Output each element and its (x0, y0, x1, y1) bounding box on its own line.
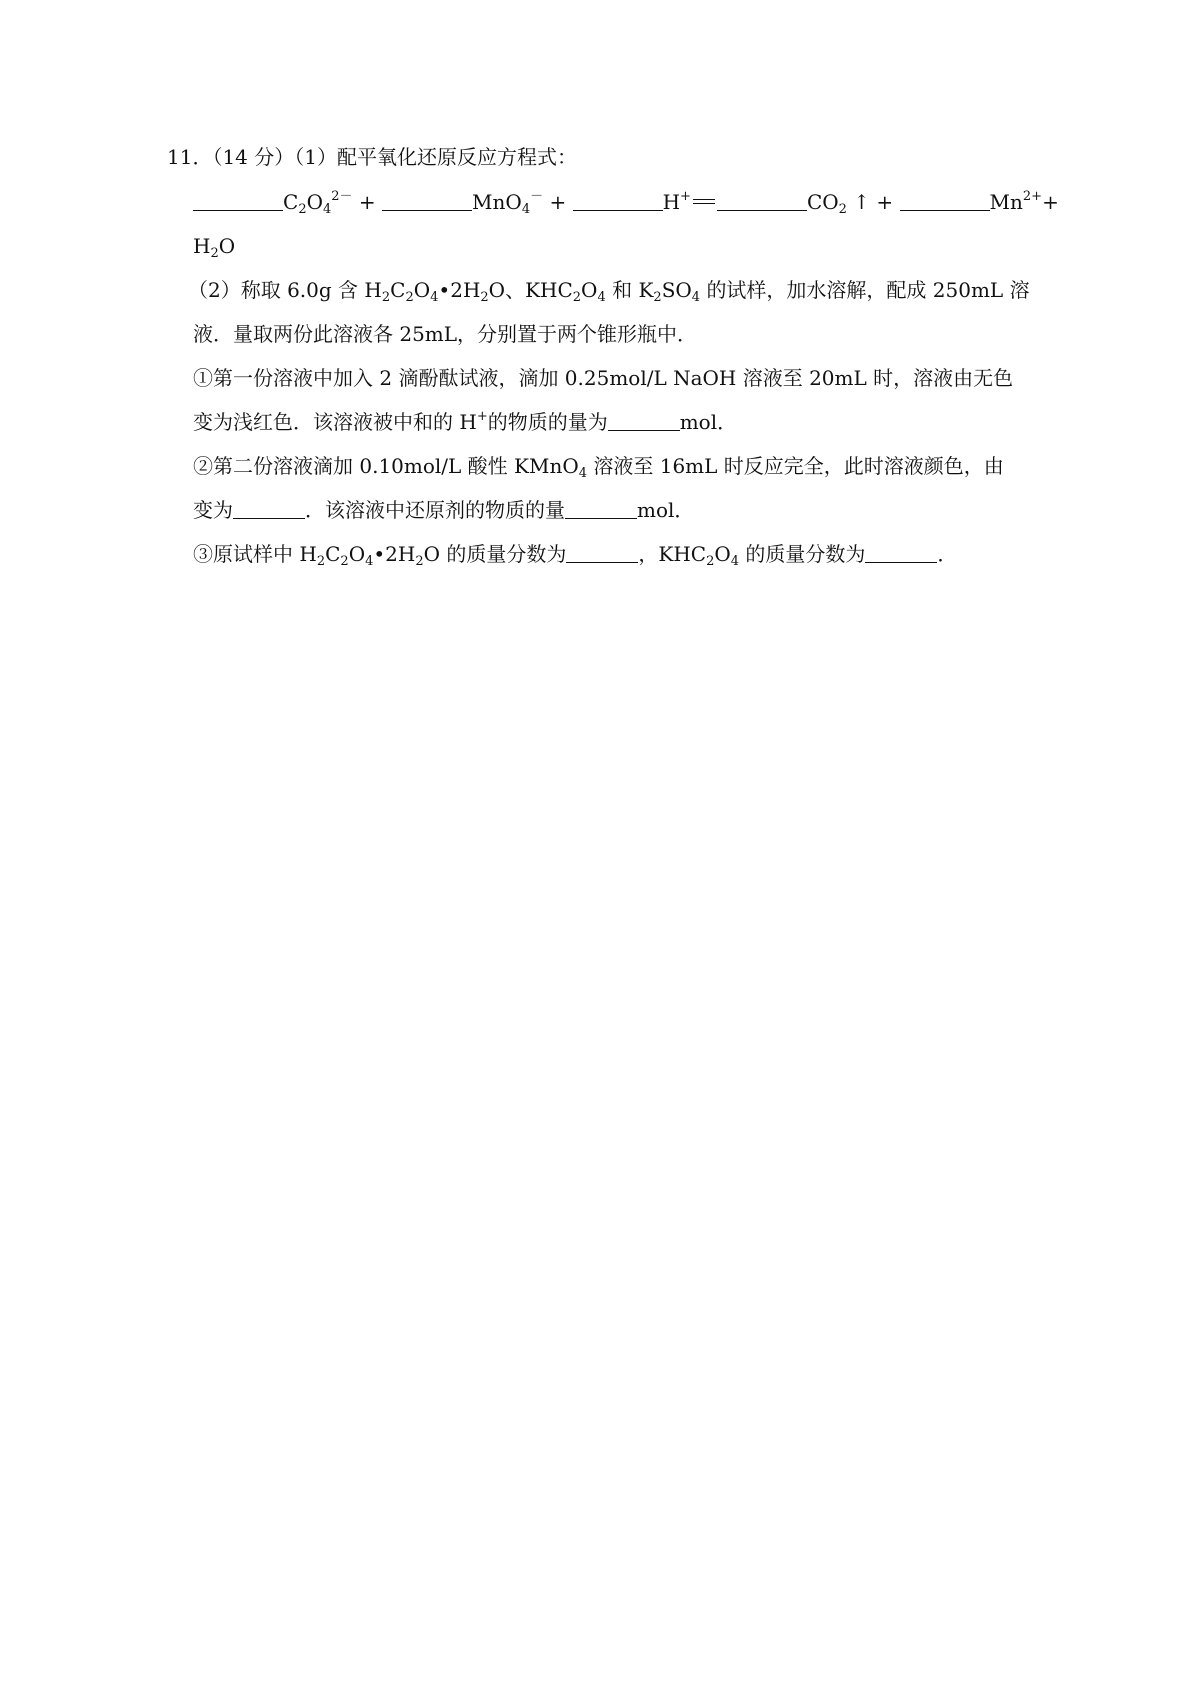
part2-text-c: 和 K (612, 278, 654, 302)
coefficient-blank-4[interactable] (717, 190, 807, 211)
subq2-text-b: 溶液至 16mL 时反应完全，此时溶液颜色，由 (593, 454, 1004, 478)
subq3-text-c: ，KHC (638, 542, 707, 566)
plus-sign: + (876, 190, 894, 214)
subq3-end: ． (937, 542, 958, 566)
subq2-line1: ②第二份溶液滴加 0.10mol/L 酸性 KMnO$_4$ 溶液至 16mL 时反应完全，此时溶液颜色，由 (193, 454, 1004, 481)
coefficient-blank-1[interactable] (193, 190, 283, 211)
subq3-text-d: 的质量分数为 (745, 542, 866, 566)
question-header (167, 143, 577, 171)
part2-text-a: （2）称取 6.0g 含 H (188, 278, 382, 302)
subq2-unit: mol． (637, 498, 695, 522)
subq2-line2 (193, 496, 694, 524)
answer-blank-color[interactable] (233, 498, 305, 519)
answer-blank-h-moles[interactable] (608, 410, 680, 431)
subq2-text-d: ．该溶液中还原剂的物质的量 (305, 498, 565, 522)
subq2-text-a: ②第二份溶液滴加 0.10mol/L 酸性 KMnO (193, 454, 579, 478)
plus-sign: + (549, 190, 567, 214)
subq2-text-c: 变为 (193, 498, 233, 522)
part2-text-b: 、KHC (505, 278, 573, 302)
subq1-text: ①第一份溶液中加入 2 滴酚酞试液，滴加 0.25mol/L NaOH 溶液至 20mL 时，溶液由无色 (193, 366, 1014, 390)
plus-sign: + (358, 190, 376, 214)
equation-water-term: $H_2O$ (193, 234, 236, 261)
coefficient-blank-5[interactable] (900, 190, 990, 211)
subq3-line: ③原试样中 $H_2C_2O_4•2H_2O$ 的质量分数为 ，$KHC_2O_4$ 的质量分数为 ． (193, 542, 958, 569)
subq3-text-b: 的质量分数为 (446, 542, 567, 566)
part2-text-d: 的试样，加水溶解，配成 250mL 溶 (706, 278, 1030, 302)
subq1-line2: 变为浅红色．该溶液被中和的 H+的物质的量为 mol． (193, 409, 738, 434)
part2-line2 (193, 320, 697, 348)
part2-line1: （2）称取 6.0g 含 $H_2C_2O_4•2H_2O$、$KHC_2O_4$ 和 $K_2SO_4$ 的试样，加水溶解，配成 250mL 溶 (188, 278, 1030, 305)
coefficient-blank-3[interactable] (573, 190, 663, 211)
subq1-text-b: 的物质的量为 (487, 410, 608, 434)
answer-blank-khc2o4-fraction[interactable] (865, 542, 937, 563)
answer-blank-reductant-moles[interactable] (565, 498, 637, 519)
redox-equation: $C_2O_4^{2-} + MnO_4^- + H^+$ $CO_2$ ↑ + $Mn^{2+}+$ (193, 188, 1059, 216)
answer-blank-oxalic-fraction[interactable] (566, 542, 638, 563)
question-header-text: 11．（14 分）（1）配平氧化还原反应方程式： (167, 145, 577, 169)
coefficient-blank-2[interactable] (382, 190, 472, 211)
subq3-text-a: ③原试样中 H (193, 542, 317, 566)
subq1-unit: mol． (679, 410, 738, 434)
part2-line2-text: 液．量取两份此溶液各 25mL，分别置于两个锥形瓶中． (193, 322, 698, 346)
equals-sign (693, 199, 715, 204)
subq1-line1 (193, 364, 1013, 392)
subq1-text-a: 变为浅红色．该溶液被中和的 H (193, 410, 477, 434)
